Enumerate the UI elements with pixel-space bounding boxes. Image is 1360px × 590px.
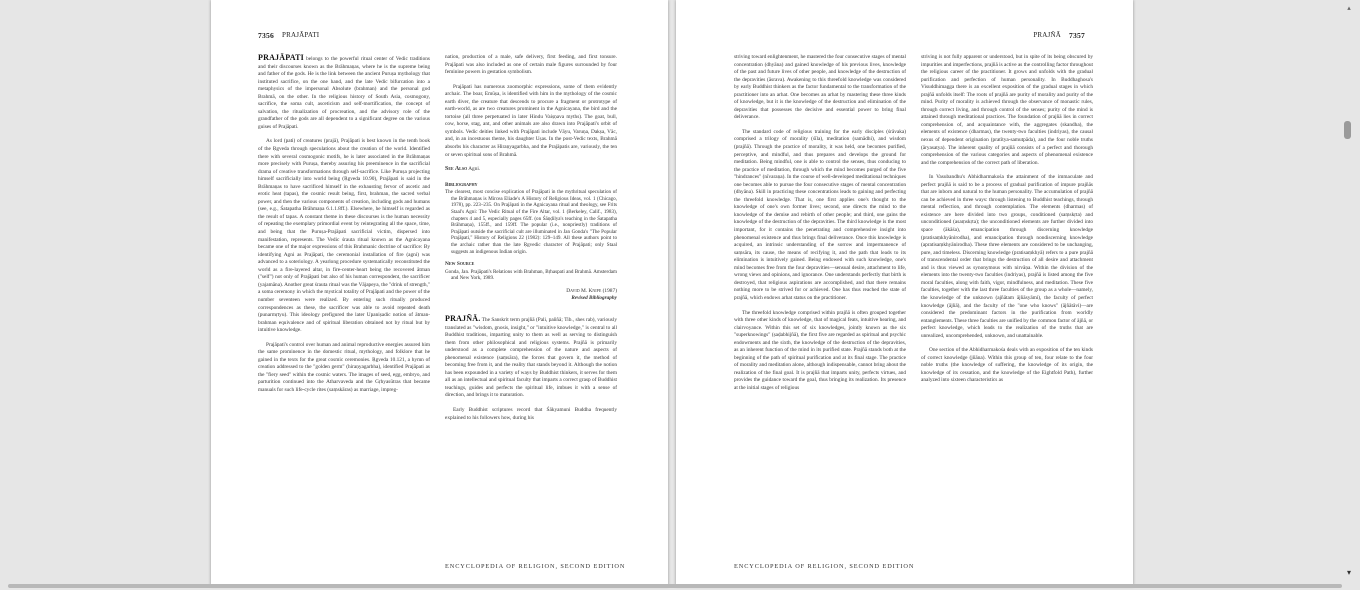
page-7357	[676, 0, 1133, 586]
new-source-heading: New Source	[445, 261, 475, 268]
entry-title: PRAJĀPATI	[258, 53, 304, 62]
paragraph: In Vasubandhu's Abhidharmakośa the attainment of the immaculate and perfect prajñā is said to be a process of gradual purification of impure prajñās that are inborn and natural to the human personality. The accumulation of prajñā can be achieved in three ways: through listening to Buddhist teachings, through mental reflection, and through contemplation. The elements (dharmas) of existence are here divided into two groups, conditioned (saṃskṛta) and unconditioned (asaṃskṛta); the unconditioned elements are further divided into space (ākāśa), emancipation through discerning knowledge (pratisaṃkhyānirodha), and emancipation through nondiscerning knowledge (apratisaṃkhyānirodha). These three elements are considered to be unchanging, pure, and timeless. Discerning knowledge (pratisaṃkhyā) refers to a pure prajñā of transcendental order that brings the destruction of all desire and attachment and is thus viewed as synonymous with nirvāṇa. Within the division of the elements into the twenty-two faculties (indriyas), prajñā is listed among the five moral faculties, along with faith, vigor, mindfulness, and meditation. These five faculties, together with the last three faculties of the group as a whole—namely, the knowledge of the unknown (ajñātam ājñāsyāmi), the faculty of perfect knowledge (ājñā), and the faculty of the "one who knows" (ājñātāvi)—are considered the predominant factors in the purification from worldly entanglements. These three faculties are unified by the common factor of ājñā, or perfect knowledge, which leads to the realization of the truths that are unrealized, uncomprehended, unknown, and unattainable.	[921, 174, 1093, 339]
paragraph-text: belongs to the powerful ritual center of Vedic traditions and their discourses known as the Brāhmaṇas, where he is the supreme being and father of the gods. He is the link between the ancient Puruṣa mythology that instituted sacrifice, on the one hand, and the late Vedic bifurcation into a metaphysics of the impersonal Absolute (brahman) and the personal god Brahmā, on the other. In the religious history of South Asia, cosmogony, sacrifice, the soma cult, asceticism and self-mortification, the concept of salvation, the ritualization of procreation, and the advisory role of the grandfather of the gods are all dependent to a significant degree on the various guises of Prajāpati.	[258, 56, 430, 130]
paragraph: Prajāpati has numerous zoomorphic expressions, some of them evidently archaic. The boar, Emūṣa, is identified with him in the mythology of the cosmic earth diver, the creature that descends to procure a fragment or protrotype of earth-world, as are two creatures prominent in the Agnicayana, the bird and the tortoise (all three perpetuated in later Hindu Vaiṣṇava myths). The goat, bull, cow, horse, stag, ant, and other animals are also drawn into Prajāpati's orbit of symbols. Vedic deities linked with Prajāpati include Vāyu, Varuṇa, Dakṣa, Vāc, and, in an incestuous theme, his daughter Uṣas. In the post-Vedic texts, Brahmā absorbs his character as Hiraṇyagarbha, and the Prajāpatis are, variously, the ten or seven spiritual sons of Brahmā.	[445, 83, 617, 158]
scroll-down-icon[interactable]: ▾	[1346, 568, 1351, 577]
text-column	[921, 54, 1093, 392]
paragraph-text: The Sanskrit term prajñā (Pali, paññā; Tib., shes rab), variously translated as "wisdom, gnosis, insight," or "intuitive knowledge," is central to all Buddhist traditions, imparting unity to them as well as serving to distinguish them from other philosophical and religious systems. Prajñā is primarily understood as a complete comprehension of the nature and aspects of phenomenal existence (saṃsāra), the forces that govern it, the method of becoming free from it, and the reality that stands beyond it. Although the notion has been expounded in a variety of ways by Buddhist thinkers, it serves for them all as an intellectual and spiritual faculty that imparts a correct grasp of Buddhist teachings, guides and perfects the spiritual life, imbues it with a sense of direction, and brings it to maturation.	[445, 316, 617, 399]
running-head: PRAJĀPATI	[282, 31, 320, 39]
paragraph	[258, 54, 430, 131]
bibliography-text: The clearest, most concise explication of Prajāpati in the mythritual speculation of the Brāhmaṇas is Mircea Eliade's A History of Religious Ideas, vol. 1 (Chicago, 1978), pp. 223–235. On Prajāpati in the Agnicayana ritual and theology, see Frits Staal's Agni: The Vedic Ritual of the Fire Altar, vol. 1 (Berkeley, Calif., 1983), chapters 4 and 5, especially pages 65ff. (on Śāṇḍilya's teaching in the Śatapatha Brāhmaṇa), 155ff., and 159ff. The popular (i.e., nonpriestly) traditions of Prajāpati outside the sacrificial cult are illuminated in Jan Gonda's "The Popular Prajāpati," History of Religions 22 (1982): 129–149. All these authors point to the archaic rather than the late Ṛgvedic character of Prajāpati; only Staal suggests an indigenous Indian origin.	[445, 189, 617, 255]
paragraph: Prajāpati's control over human and animal reproductive energies assured him the same prominence in the domestic ritual, mythology, and folklore that he gained in the texts for the great cosmic ceremonies. Ṛgveda 10.121, a hymn of creation addressed to the "golden germ" (hiraṇyagarbha), identified Prajāpati as the "fiery seed" within the cosmic waters. The images of seed, egg, embryo, and parturition continued into the Atharvaveda and the Gṛhyasūtras that became manuals for such life-cycle rites (saṃskāras) as marriage, impreg-	[258, 341, 430, 393]
paragraph: The threefold knowledge comprised within prajñā is often grouped together with three other kinds of knowledge, that of magical feats, intuitive hearing, and clairvoyance. Within this set of six knowledges, jointly known as the six "superknowings" (ṣaḍabhijñā), the first five are regarded as spiritual and psychic endowments and the sixth, the knowledge of the destruction of the depravities, as an inherent function of the mind in its purified state. Prajñā stands both at the beginning of the path of spiritual purification and at its final stage. The practice of morality and meditation alone, although indispensable, cannot bring about the realization of the final goal. It is prajñā that imparts unity, perfects virtues, and provides the guidance toward the goal, thus bringing its realization. Its presence at the initial stages of religious	[734, 309, 906, 391]
paragraph: As lord (pati) of creatures (prajā), Prajāpati is best known in the tenth book of the Ṛgveda through speculations about the creation of the world. Identified there with several cosmogonic motifs, he is later associated in the Brāhmaṇas more precisely with Puruṣa, thereby assuring his preeminence in the sacrificial drama of creative transformations through self-sacrifice. Like Puruṣa projecting himself sacrificially into world being (Ṛgveda 10.90), Prajāpati is said in the Brāhmaṇas to have sacrificed himself in the exhausting fervor of ascetic and erotic heat (tapas), the cosmic result being, first, brahman, the sacred verbal power, and then the various components of creation, including gods and humans (see, e.g., Śatapatha Brāhmaṇa 6.1.1.8ff.). Elsewhere, he himself is regarded as the result of tapas. A constant theme in these discourses is the human necessity of repeating the exemplary primordial event by reintegrating all the space, time, and being that the Puruṣa-Prajāpati sacrificial victim, dispersed into manifestation, represents. The Vedic śrauta ritual known as the Agnicayana became one of the major expressions of this Brahmanic doctrine of sacrifice: By identifying Agni as Prajāpati, the ceremonial installation of fire (agni) was advanced to a soteriology. A yearlong procedure systematically reconstituted the world as a fire-layered altar, in fire-center-heart being the recovered ātman ("self") not only of Prajāpati but also of his human correspondent, the sacrificer (yajamāna). Another great śrauta ritual was the Vājapeya, the "drink of strength," a soma ceremony in which the mystical totality of Prajāpati and the power of the number seventeen were realized. By entering such ritually produced correspondences as these, the sacrificer was able to avoid repeated death (punarmṛtyu). This ideology prefigured the later Upaniṣadic notion of ātman-brahman equivalence and of spiritual liberation obtained not by ritual but by intuitive knowledge.	[258, 138, 430, 334]
author-signature: David M. Knipe (1987)	[566, 287, 617, 294]
see-also-label: See Also	[445, 166, 468, 173]
paragraph: One section of the Abhidharmakośa deals with an exposition of the ten kinds of correct knowledge (jñāna). Within this group of ten, four relate to the four noble truths (the knowledge of suffering, the knowledge of its origin, the knowledge of its cessation, and the knowledge of the Eightfold Path), further analyzed into sixteen characteristics as	[921, 347, 1093, 384]
text-column	[445, 54, 617, 429]
page-header	[258, 31, 319, 40]
paragraph: striving toward enlightenment, he mastered the four consecutive stages of mental concentration (dhyāna) and gained knowledge of his previous lives, knowledge of the past and future lives of other people, and knowledge of the destruction of the depravities (āsrava). Awakening to this threefold knowledge was considered by early Buddhist thinkers as the factor fundamental to the transformation of the practitioner into an arhat. One becomes an arhat by mastering these three kinds of knowledge, but it is the knowledge of the destruction and elimination of the depravities that possesses the decisive and essential power to bring final deliverance.	[734, 54, 906, 121]
paragraph	[445, 315, 617, 400]
page-header	[1033, 31, 1085, 40]
horizontal-scrollbar[interactable]	[8, 584, 1342, 588]
paragraph: Early Buddhist scriptures record that Śākyamuni Buddha frequently explained to his followers how, during his	[445, 406, 617, 421]
signature-note: Revised Bibliography	[571, 295, 617, 302]
page-number: 7357	[1069, 31, 1085, 40]
scroll-up-icon[interactable]: ▴	[1347, 4, 1351, 12]
entry-title: PRAJÑĀ.	[445, 313, 481, 323]
page-footer: ENCYCLOPEDIA OF RELIGION, SECOND EDITION	[734, 563, 915, 570]
paragraph: nation, production of a male, safe delivery, first feeding, and first tonsure. Prajāpati was also included as one of certain male figures surrounded by four feminine powers in gestation symbolism.	[445, 54, 617, 76]
see-also	[445, 166, 617, 174]
see-also-text: Agni.	[468, 166, 481, 173]
page-7356	[211, 0, 668, 586]
vertical-scroll-thumb[interactable]	[1344, 121, 1351, 139]
page-footer: ENCYCLOPEDIA OF RELIGION, SECOND EDITION	[445, 563, 626, 570]
running-head: PRAJÑĀ	[1033, 31, 1061, 39]
text-column	[734, 54, 906, 400]
text-column	[258, 54, 430, 402]
page-number: 7356	[258, 31, 274, 40]
paragraph: The standard code of religious training for the early disciples (śrāvaka) comprised a trilogy of morality (śīla), meditation (samādhi), and wisdom (prajñā). Through the practice of morality, it was held, one becomes purified, perceptive, and mindful, and thus prepares and develops the ground for meditation. Being mindful, one is able to control the senses, thus conducing to the practice of meditation, through which the mind becomes purged of the five "hindrances" (nīvaraṇa). In the course of well-developed meditational techniques one becomes able to pursue the four consecutive stages of mental concentration (dhyāna). Skill in practicing these concentrations leads to gaining and perfecting the threefold knowledge. That is, one first applies one's thought to the knowledge of one's own former lives; second, one directs the mind to the knowledge of the demise and rebirth of other people; and third, one gains the knowledge of the destruction of the depravities. The third knowledge is the most important, for it contains the penetrating and comprehensive insight into phenomenal existence and thus brings final deliverance. Once this knowledge is acquired, an intrinsic understanding of the sorrow and impermanence of saṃsāra, its cause, the means of recifying it, and the path that leads to its elimination is intuitively gained. Being endowed with such knowledge, one's mind becomes free from the four depravities—sensual desire, attachment to life, wrong views and opinions, and ignorance. One understands perfectly that birth is destroyed, that religious aspirations are accomplished, and that there remains nothing more to be strived for or achieved. One has thus reached the state of prajñā, which endows arhat status on the practitioner.	[734, 128, 906, 301]
bibliography-heading: Bibliography	[445, 181, 478, 188]
new-source-text: Gonda, Jan. Prajāpati's Relations with Brahman, Bṛhaspati and Brahmā. Amsterdam and New York, 1989.	[445, 268, 617, 282]
paragraph: striving is not fully apparent or understood, but in spite of its being obscured by impurities and imperfections, prajñā is active as the controlling factor throughout the religious career of the practitioner. It grows and unfolds with the gradual purification and perfection of human personality. In Buddhaghosa's Visuddhimagga there is an excellent exposition of the gradual stages in which prajñā unfolds itself: The roots of prajñā are purity of morality and purity of the mind. Purity of morality is achieved through the observance of monastic rules, through correct living, and through control of the senses; purity of the mind is attained through meditational practices. The foundation of prajñā lies in correct comprehension of, and acquaintance with, the aggregates (skandha), the elements of existence (dharmas), the twenty-two faculties (indriyas), the causal nexus of dependent origination (pratītya-samutpāda), and the four noble truths (āryasatya). The inherent quality of prajñā consists of a perfect and thorough comprehension of the various categories and aspects of phenomenal existence and the comprehension of the correct path of liberation.	[921, 54, 1093, 166]
